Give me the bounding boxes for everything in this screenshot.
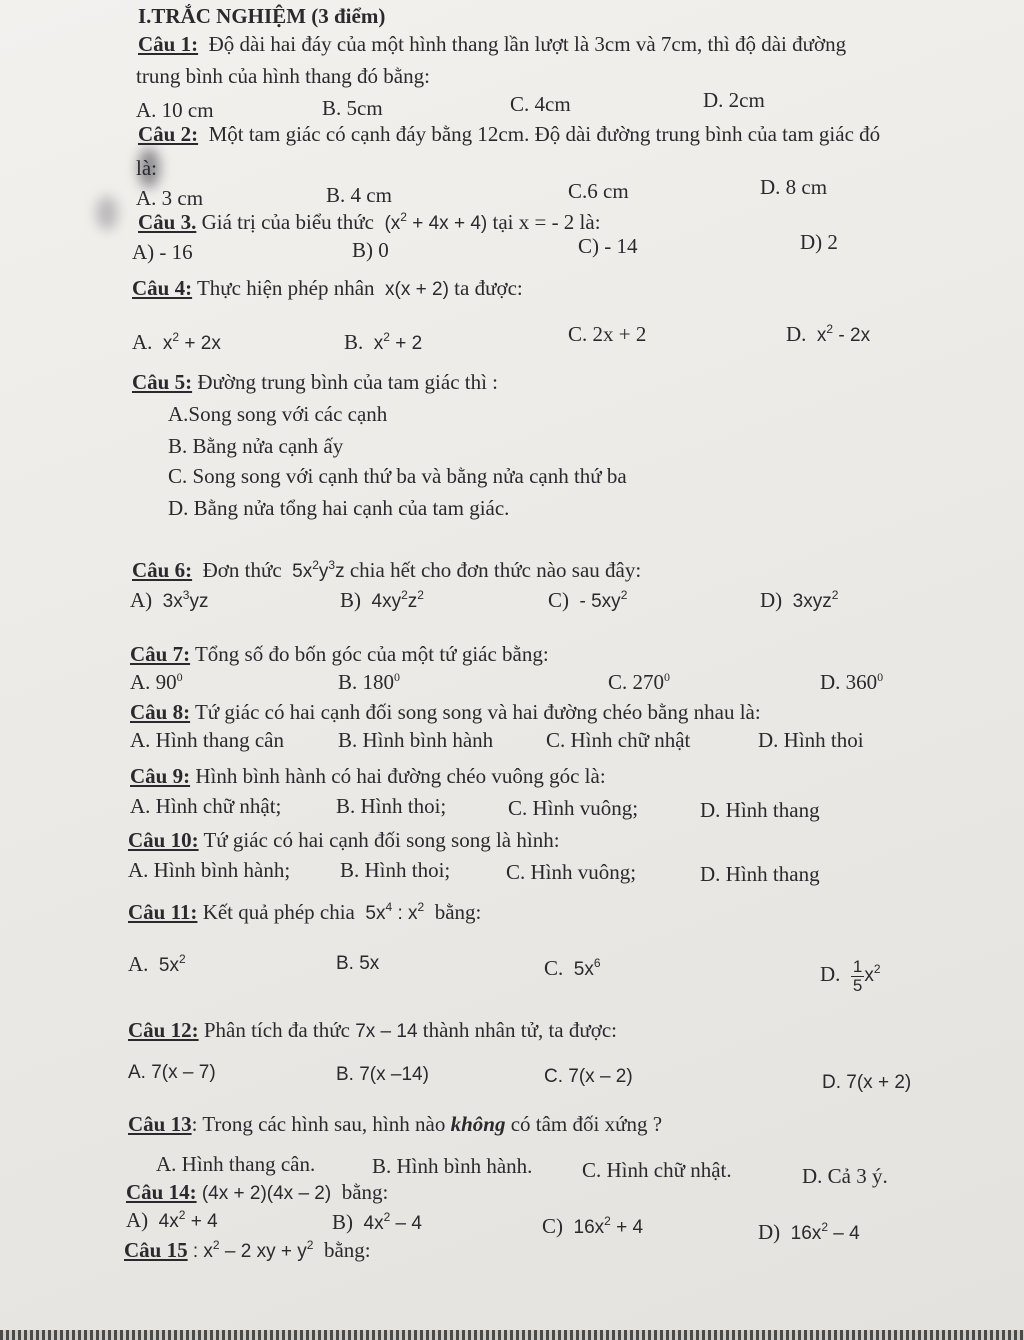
question-text: Một tam giác có cạnh đáy bằng 12cm. Độ dài đường trung bình của tam giác đó: [208, 122, 881, 146]
question-7: [130, 642, 549, 666]
question-text: Giá trị của biểu thức: [201, 210, 374, 234]
option-b[interactable]: B. 7(x –14): [336, 1064, 429, 1085]
question-text-2: thành nhân tử, ta được:: [422, 1018, 618, 1042]
option-c[interactable]: C.6 cm: [568, 179, 629, 203]
option-a[interactable]: A. $5x^2$: [128, 952, 186, 976]
question-label: Câu 3.: [138, 210, 197, 234]
section-heading: I.TRẮC NGHIỆM (3 điểm): [138, 4, 386, 28]
fraction: $\frac{1}{5}$: [852, 957, 863, 995]
question-text-2: ta được:: [454, 276, 523, 300]
question-label: Câu 11:: [128, 900, 198, 924]
option-c[interactable]: C. Hình vuông;: [508, 796, 639, 820]
option-d[interactable]: D. Cả 3 ý.: [802, 1164, 888, 1188]
option-c[interactable]: C. Song song với cạnh thứ ba và bằng nửa cạnh thứ ba: [168, 464, 627, 488]
question-label: Câu 10:: [128, 828, 199, 852]
question-15: [124, 1238, 371, 1263]
question-9: [130, 764, 606, 788]
question-text: bằng:: [341, 1180, 389, 1204]
question-3: [138, 210, 601, 235]
option-b[interactable]: B. Bằng nửa cạnh ấy: [168, 434, 344, 458]
question-label: Câu 12:: [128, 1018, 199, 1042]
option-b[interactable]: B) $4x^2 - 4$: [332, 1210, 422, 1234]
option-b[interactable]: B. Hình bình hành.: [372, 1154, 533, 1178]
question-text-2: tại x = - 2 là:: [492, 210, 601, 234]
question-label: Câu 1:: [138, 32, 199, 56]
question-text-2: có tâm đối xứng ?: [510, 1112, 663, 1136]
question-14: [126, 1180, 388, 1205]
option-a[interactable]: A. Hình thang cân.: [156, 1152, 316, 1176]
option-a[interactable]: A. 3 cm: [136, 186, 204, 210]
expression: $5x^2y^3z$: [292, 558, 345, 582]
question-text: Tứ giác có hai cạnh đối song song và hai đường chéo bằng nhau là:: [194, 700, 761, 724]
option-b[interactable]: B. 5x: [336, 953, 380, 974]
page-edge-strip: [0, 1330, 1024, 1340]
option-c[interactable]: C. $5x^6$: [544, 956, 601, 980]
question-label: Câu 2:: [138, 122, 199, 146]
option-a[interactable]: A) - 16: [132, 240, 193, 264]
option-c[interactable]: C. 2x + 2: [568, 322, 647, 346]
expression: $(x^2 + 4x + 4)$: [384, 210, 488, 234]
option-b[interactable]: B. Hình thoi;: [336, 794, 447, 818]
question-text: Đường trung bình của tam giác thì :: [197, 370, 499, 394]
question-13: [128, 1112, 662, 1136]
option-a[interactable]: A. $90^0$: [130, 670, 183, 694]
question-6: [132, 558, 641, 583]
option-d[interactable]: D. $x^2 - 2x$: [786, 322, 871, 346]
question-text: Kết quả phép chia: [202, 900, 355, 924]
option-d[interactable]: D. Bằng nửa tổng hai cạnh của tam giác.: [168, 496, 510, 520]
option-b[interactable]: B. 4 cm: [326, 183, 392, 207]
question-text: Phân tích đa thức: [203, 1018, 350, 1042]
option-b[interactable]: B. $x^2 + 2$: [344, 330, 423, 354]
expression: $5x^4$ : $x^2$: [365, 900, 425, 924]
option-d[interactable]: D. 7(x + 2): [822, 1072, 912, 1093]
question-1: [138, 32, 846, 56]
option-b[interactable]: B. Hình thoi;: [340, 858, 451, 882]
question-text: Tổng số đo bốn góc của một tứ giác bằng:: [194, 642, 549, 666]
question-text-2: bằng:: [434, 900, 482, 924]
question-2-cont: là:: [136, 156, 157, 180]
question-text: Hình bình hành có hai đường chéo vuông góc là:: [195, 764, 606, 788]
option-c[interactable]: C) $16x^2 + 4$: [542, 1214, 644, 1238]
option-c[interactable]: C. Hình chữ nhật: [546, 728, 691, 752]
question-text: Thực hiện phép nhân: [196, 276, 375, 300]
option-b[interactable]: B) $4xy^2z^2$: [340, 588, 424, 612]
option-c[interactable]: C. 7(x – 2): [544, 1066, 633, 1087]
question-label: Câu 14:: [126, 1180, 197, 1204]
question-label: Câu 9:: [130, 764, 191, 788]
option-d[interactable]: D. $360^0$: [820, 670, 884, 694]
option-a[interactable]: A. Hình bình hành;: [128, 858, 291, 882]
option-d[interactable]: D. 8 cm: [760, 175, 828, 199]
question-text: bằng:: [323, 1238, 371, 1262]
expression: (4x + 2)(4x – 2): [201, 1183, 332, 1204]
option-d[interactable]: D) 3xyz$^2$: [760, 588, 839, 612]
option-a[interactable]: A. $x^2 + 2x$: [132, 330, 221, 354]
option-c[interactable]: C. $270^0$: [608, 670, 671, 694]
question-label: Câu 5:: [132, 370, 193, 394]
option-a[interactable]: A.Song song với các cạnh: [168, 402, 388, 426]
option-c[interactable]: C) - 14: [578, 234, 638, 258]
emphasis: không: [450, 1112, 506, 1136]
option-a[interactable]: A. Hình chữ nhật;: [130, 794, 282, 818]
option-c[interactable]: $C) - 5xy^2$: [548, 588, 628, 612]
question-8: [130, 700, 761, 724]
option-d[interactable]: D. Hình thoi: [758, 728, 864, 752]
question-1-cont: trung bình của hình thang đó bằng:: [136, 64, 430, 88]
option-a[interactable]: A) $3x^3yz$: [130, 588, 209, 612]
question-text: : Trong các hình sau, hình nào: [191, 1112, 446, 1136]
question-12: [128, 1018, 617, 1043]
option-d[interactable]: D. $\frac{1}{5}$ $x^2$: [820, 957, 881, 995]
option-a[interactable]: A. 10 cm: [136, 98, 214, 122]
question-label: Câu 15: [124, 1238, 188, 1262]
question-text: Đơn thức: [202, 558, 282, 582]
option-c[interactable]: C. Hình vuông;: [506, 860, 637, 884]
option-d[interactable]: D. Hình thang: [700, 862, 820, 886]
question-label: Câu 7:: [130, 642, 191, 666]
question-4: [132, 276, 523, 301]
question-text: Độ dài hai đáy của một hình thang lần lượt là 3cm và 7cm, thì độ dài đường: [208, 32, 847, 56]
ink-smudge: [96, 196, 118, 230]
question-text-2: chia hết cho đơn thức nào sau đây:: [349, 558, 642, 582]
option-b[interactable]: B) 0: [352, 238, 389, 262]
question-label: Câu 8:: [130, 700, 191, 724]
expression: x(x + 2): [385, 279, 449, 300]
question-10: [128, 828, 560, 852]
option-c[interactable]: C. 4cm: [510, 92, 571, 116]
option-b[interactable]: B. Hình bình hành: [338, 728, 494, 752]
question-2: [138, 122, 880, 146]
option-d[interactable]: D) $16x^2 - 4$: [758, 1220, 860, 1244]
question-label: Câu 4:: [132, 276, 193, 300]
option-a[interactable]: A. Hình thang cân: [130, 728, 284, 752]
option-c[interactable]: C. Hình chữ nhật.: [582, 1158, 732, 1182]
option-b[interactable]: B. $180^0$: [338, 670, 401, 694]
expression: : $x^2 - 2$ xy + $y^2$: [192, 1238, 314, 1262]
option-a[interactable]: A. 7(x – 7): [128, 1062, 216, 1083]
option-d[interactable]: D. Hình thang: [700, 798, 820, 822]
option-d[interactable]: D. 2cm: [703, 88, 765, 112]
option-a[interactable]: A) $4x^2 + 4$: [126, 1208, 218, 1232]
option-d[interactable]: D) 2: [800, 230, 838, 254]
option-b[interactable]: B. 5cm: [322, 96, 383, 120]
question-5: [132, 370, 498, 394]
expression: 7x – 14: [355, 1021, 418, 1042]
question-label: Câu 6:: [132, 558, 193, 582]
question-11: [128, 900, 481, 925]
question-text: Tứ giác có hai cạnh đối song song là hình:: [203, 828, 560, 852]
question-label: Câu 13: [128, 1112, 192, 1136]
